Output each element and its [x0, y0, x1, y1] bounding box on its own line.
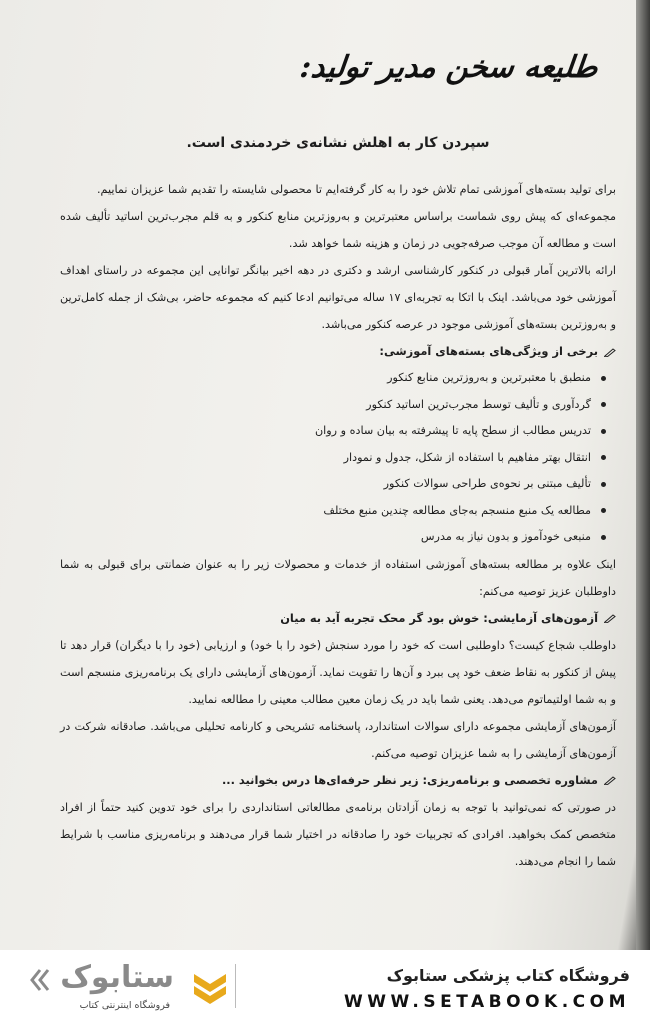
store-footer: [0, 950, 650, 1024]
shop-name: فروشگاه کتاب پزشکی ستابوک: [386, 966, 630, 985]
bullet-icon: [601, 508, 606, 513]
feature-item: [60, 524, 606, 551]
exams-heading-text: آزمون‌های آزمایشی: خوش بود گر محک تجربه آید به میان: [280, 610, 598, 625]
bullet-icon: [601, 455, 606, 460]
features-heading: [60, 338, 616, 365]
logo-subtitle: فروشگاه اینترنتی کتاب: [79, 1000, 170, 1011]
page-heading: طلیعه سخن مدیر تولید:: [298, 50, 600, 85]
features-list: [60, 365, 616, 551]
consult-heading-text: مشاوره تخصصی و برنامه‌ریزی: زیر نظر حرفه‌ای‌ها درس بخوانید ...: [221, 772, 598, 787]
exams-section: [60, 632, 616, 767]
logo-chevron-icon: [190, 968, 230, 1008]
bullet-icon: [601, 402, 606, 407]
feature-item: [60, 471, 606, 498]
double-chevron-icon: [30, 968, 50, 992]
feature-item: [60, 498, 606, 525]
intro-paragraph: مجموعه‌ای که پیش روی شماست براساس معتبرترین و به‌روزترین منابع کنکور و به قلم مجرب‌ترین اساتید تألیف شده است و مطالعه آن موجب صرفه‌جویی در زمان و هزینه شما خواهد شد.: [60, 210, 616, 250]
intro-section: [60, 176, 616, 338]
after-features-paragraph: اینک علاوه بر مطالعه بسته‌های آموزشی استفاده از خدمات و محصولات زیر را به عنوان ضمانتی برای قبولی به شما داوطلبان عزیز توصیه می‌کنم:: [60, 557, 616, 598]
pen-icon: [604, 613, 616, 623]
intro-paragraph: برای تولید بسته‌های آموزشی تمام تلاش خود را به کار گرفته‌ایم تا محصولی شایسته را تقدیم شما عزیزان نماییم.: [96, 183, 616, 196]
footer-divider: [235, 964, 236, 1008]
page-content: [60, 128, 616, 875]
pen-icon: [604, 347, 616, 357]
feature-text: گردآوری و تألیف توسط مجرب‌ترین اساتید کنکور: [366, 397, 591, 411]
consult-heading: [60, 767, 616, 794]
feature-item: [60, 365, 606, 392]
feature-text: تدریس مطالب از سطح پایه تا پیشرفته به بیان ساده و روان: [314, 424, 591, 437]
feature-text: انتقال بهتر مفاهیم با استفاده از شکل، جدول و نمودار: [343, 450, 591, 464]
feature-item: [60, 418, 606, 445]
shop-url[interactable]: WWW.SETABOOK.COM: [344, 992, 630, 1012]
feature-item: [60, 392, 606, 419]
logo-wordmark: ستابوک: [60, 960, 174, 995]
feature-item: [60, 445, 606, 472]
bullet-icon: [601, 376, 606, 381]
feature-text: تألیف مبتنی بر نحوه‌ی طراحی سوالات کنکور: [383, 477, 591, 490]
bullet-icon: [601, 482, 606, 487]
pen-icon: [604, 775, 616, 785]
bullet-icon: [601, 535, 606, 540]
intro-paragraph: ارائه بالاترین آمار قبولی در کنکور کارشناسی ارشد و دکتری در دهه اخیر بیانگر توانایی این مجموعه در راستای اهداف آموزشی خود می‌باشد. اینک با اتکا به تجربه‌ای ۱۷ ساله می‌توانیم ادعا کنیم که مجموعه حاضر، بی‌شک از جمله کامل‌ترین و به‌روزترین بسته‌های آموزشی موجود در عرصه کنکور می‌باشد.: [60, 264, 616, 331]
feature-text: منبعی خودآموز و بدون نیاز به مدرس: [420, 530, 591, 543]
bullet-icon: [601, 429, 606, 434]
exams-heading: [60, 605, 616, 632]
exams-paragraph: داوطلب شجاع کیست؟ داوطلبی است که خود را مورد سنجش (خود را با خود) و ارزیابی (خود را با دیگران) قرار دهد تا پیش از کنکور به نقاط ضعف خود پی ببرد و آن‌ها را تقویت نماید. آزمون‌های آزمایشی دارای یک برنامه‌ریزی منسجم است و به شما اولتیماتوم می‌دهد. یعنی شما باید در یک زمان معین مطالب معینی را مطالعه نمایید.: [60, 638, 616, 706]
feature-text: منطبق با معتبرترین و به‌روزترین منابع کنکور: [387, 371, 591, 384]
exams-paragraph: آزمون‌های آزمایشی مجموعه دارای سوالات استاندارد، پاسخنامه تشریحی و کارنامه تحلیلی می‌باشد. صادقانه شرکت در آزمون‌های آزمایشی را به شما عزیزان توصیه می‌کنم.: [60, 719, 616, 760]
features-heading-text: برخی از ویژگی‌های بسته‌های آموزشی:: [379, 344, 598, 358]
page-title: سپردن کار به اهلش نشانه‌ی خردمندی است.: [186, 135, 490, 151]
feature-text: مطالعه یک منبع منسجم به‌جای مطالعه چندین منبع مختلف: [323, 503, 591, 517]
consult-paragraph: در صورتی که نمی‌توانید با توجه به زمان آزادتان برنامه‌ی مطالعاتی استانداردی را برای خود تدوین کنید حتماً از افراد متخصص کمک بخواهید. افرادی که تجربیات خود را صادقانه در اختیار شما قرار می‌دهند و برنامه‌ریزی مناسب با شرایط شما را انجام می‌دهند.: [60, 800, 616, 868]
